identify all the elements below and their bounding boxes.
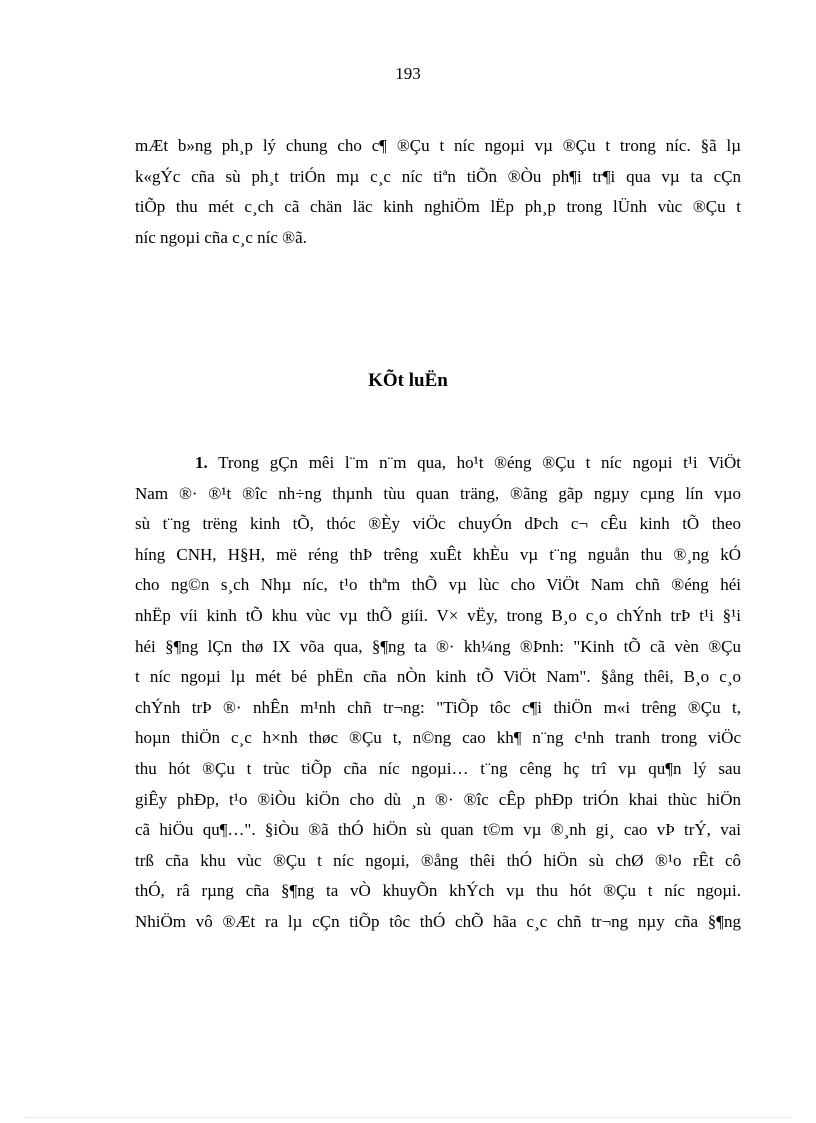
page-number: 193 <box>395 64 421 83</box>
text-line: cã hiÖu qu¶…". §iÒu ®ã thÓ hiÖn sù quan t©m vµ ®¸nh gi¸ cao vÞ trÝ, vai <box>135 820 741 840</box>
text-line: chÝnh trÞ ®· nhÊn m¹nh chñ tr¬ng: "TiÕp tôc c¶i thiÖn m«i trêng ®Çu t, <box>135 697 741 717</box>
text-line: níc ngoµi cña c¸c níc ®ã. <box>135 227 307 247</box>
text-line: giÊy phÐp, t¹o ®iÒu kiÖn cho dù ¸n ®· ®îc cÊp phÐp triÓn khai thùc hiÖn <box>135 789 741 809</box>
text-line: k«gÝc cña sù ph¸t triÓn mµ c¸c níc tiªn tiÕn ®Òu ph¶i tr¶i qua vµ ta cÇn <box>135 166 741 186</box>
page-bottom-border <box>24 1117 792 1118</box>
text-line: héi §¶ng lÇn thø IX võa qua, §¶ng ta ®· kh¼ng ®Þnh: "Kinh tÕ cã vèn ®Çu <box>135 636 741 656</box>
item-number: 1. <box>195 453 208 472</box>
text-line: Nam ®· ®¹t ®îc nh÷ng thµnh tùu quan träng, ®ãng gãp ngµy cµng lín vµo <box>135 483 741 503</box>
text-line: hoµn thiÖn c¸c h×nh thøc ®Çu t, n©ng cao kh¶ n¨ng c¹nh tranh trong viÖc <box>135 728 741 748</box>
text-line: mÆt b»ng ph¸p lý chung cho c¶ ®Çu t níc ngoµi vµ ®Çu t trong níc. §ã lµ <box>135 136 741 155</box>
text-line: thÓ, râ rµng cña §¶ng ta vÒ khuyÕn khÝch vµ thu hót ®Çu t níc ngoµi. <box>135 881 741 901</box>
text-line: tiÕp thu mét c¸ch cã chän läc kinh nghiÖm lËp ph¸p trong lÜnh vùc ®Çu t <box>135 197 741 217</box>
text-line: nhËp víi kinh tÕ khu vùc vµ thÕ giíi. V× vËy, trong B¸o c¸o chÝnh trÞ t¹i §¹i <box>135 605 741 625</box>
text-line: híng CNH, H§H, më réng thÞ trêng xuÊt khÈu vµ t¨ng nguån thu ®¸ng kÓ <box>135 544 741 564</box>
section-heading: KÕt luËn <box>368 370 448 391</box>
text-line: sù t¨ng trëng kinh tÕ, thóc ®Èy viÖc chuyÓn dÞch c¬ cÊu kinh tÕ theo <box>135 514 741 534</box>
text-fragment: Trong gÇn mêi l¨m n¨m qua, ho¹t ®éng ®Çu t níc ngoµi t¹i ViÖt <box>207 453 741 472</box>
text-line: NhiÖm vô ®Æt ra lµ cÇn tiÕp tôc thÓ chÕ hãa c¸c chñ tr¬ng nµy cña §¶ng <box>135 911 741 931</box>
text-line: thu hót ®Çu t trùc tiÕp cña níc ngoµi… t¨ng cêng hç trî vµ qu¶n lý sau <box>135 758 741 778</box>
text-line: trß cña khu vùc ®Çu t níc ngoµi, ®ång thêi thÓ hiÖn sù chØ ®¹o rÊt cô <box>135 850 741 870</box>
text-line: cho ng©n s¸ch Nhµ níc, t¹o thªm thÕ vµ lùc cho ViÖt Nam chñ ®éng héi <box>135 575 741 595</box>
text-line: t níc ngoµi lµ mét bé phËn cña nÒn kinh tÕ ViÖt Nam". §ång thêi, B¸o c¸o <box>135 667 741 687</box>
text-line <box>135 448 741 479</box>
conclusion-paragraph <box>135 448 741 938</box>
intro-paragraph <box>135 131 741 253</box>
